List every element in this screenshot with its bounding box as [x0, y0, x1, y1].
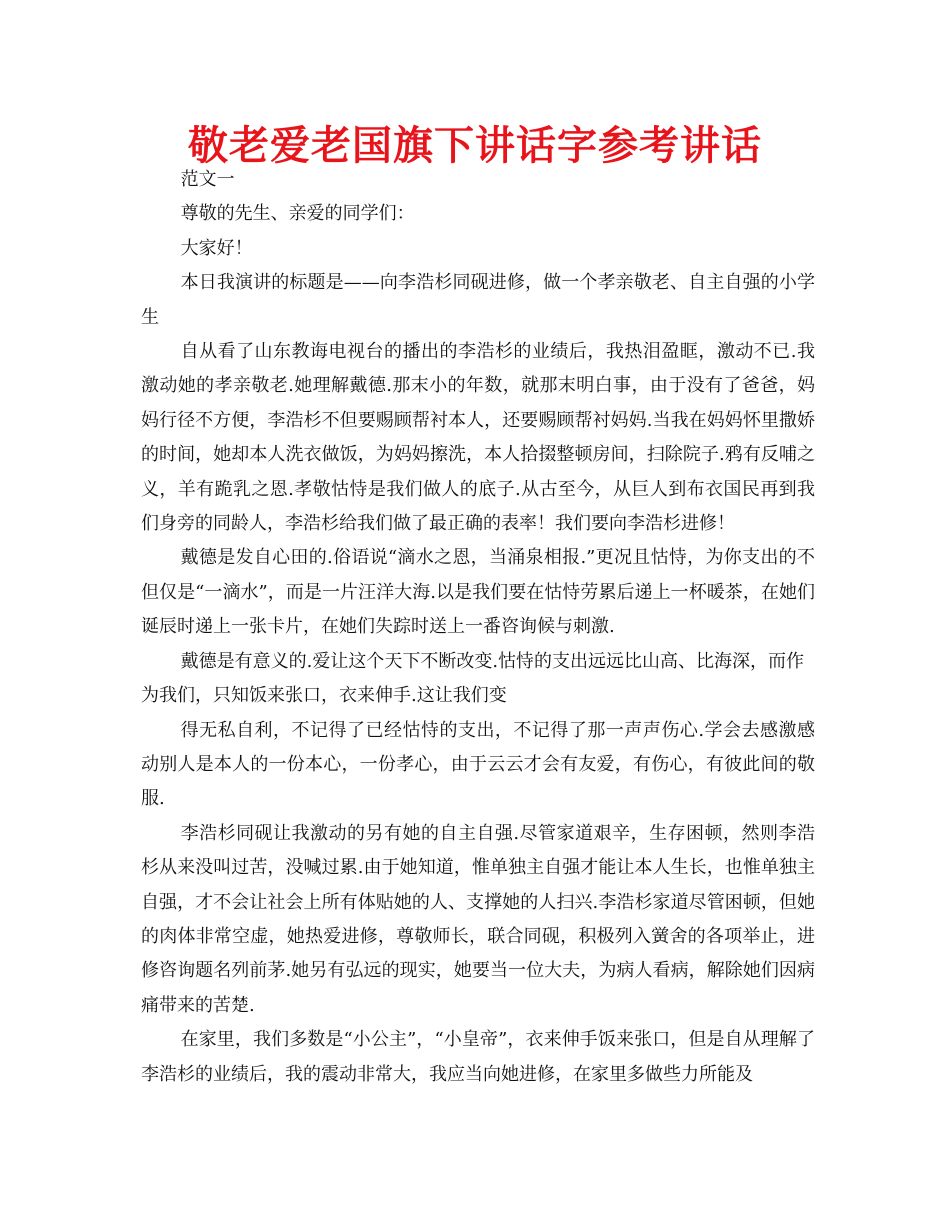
paragraph: 戴德是发自心田的.俗语说“滴水之恩，当涌泉相报.”更况且怙恃，为你支出的不但仅是“一滴水”，而是一片汪洋大海.以是我们要在怙恃劳累后递上一杯暖茶，在她们诞辰时递上一张卡片，在她们失踪时送上一番咨询候与刺激. [141, 547, 815, 638]
paragraph: 自从看了山东教诲电视台的播出的李浩杉的业绩后，我热泪盈眶，激动不已.我激动她的孝亲敬老.她理解戴德.那末小的年数，就那末明白事，由于没有了爸爸，妈妈行径不方便，李浩杉不但要赐顾帮衬本人，还要赐顾帮衬妈妈.当我在妈妈怀里撒娇的时间，她却本人洗衣做饭，为妈妈擦洗，本人拾掇整顿房间，扫除院子.鸦有反哺之义，羊有跪乳之恩.孝敬怙恃是我们做人的底子.从古至今，从巨人到布衣国民再到我们身旁的同龄人，李浩杉给我们做了最正确的表率！我们要向李浩杉进修！ [141, 341, 815, 535]
paragraph: 大家好！ [180, 237, 253, 259]
paragraph: 戴德是有意义的.爱让这个天下不断改变.怙恃的支出远远比山高、比海深，而作为我们，只知饭来张口，衣来伸手.这让我们变 [141, 650, 805, 707]
paragraph: 李浩杉同砚让我激动的另有她的自主自强.尽管家道艰辛，生存困顿，然则李浩杉从来没叫过苦，没喊过累.由于她知道，惟单独主自强才能让本人生长，也惟单独主自强，才不会让社会上所有体贴她的人、支撑她的人扫兴.李浩杉家道尽管困顿，但她的肉体非常空虚，她热爱进修，尊敬师长，联合同砚，积极列入黉舍的各项举止，进修咨询题名列前茅.她另有弘远的现实，她要当一位大夫，为病人看病，解除她们因病痛带来的苦楚. [141, 822, 815, 1016]
paragraph: 本日我演讲的标题是——向李浩杉同砚进修，做一个孝亲敬老、自主自强的小学生 [141, 272, 815, 328]
document-title: 敬老爱老国旗下讲话字参考讲话 [188, 123, 762, 169]
paragraph: 尊敬的先生、亲爱的同学们： [180, 203, 415, 225]
document-body [141, 163, 815, 1092]
paragraph: 得无私自利，不记得了已经怙恃的支出，不记得了那一声声伤心.学会去感激感动别人是本人的一份本心，一份孝心，由于云云才会有友爱，有伤心，有彼此间的敬服. [141, 719, 815, 810]
paragraph: 在家里，我们多数是“小公主”，“小皇帝”，衣来伸手饭来张口，但是自从理解了李浩杉的业绩后，我的震动非常大，我应当向她进修，在家里多做些力所能及 [141, 1029, 815, 1085]
paragraph: 范文一 [180, 169, 235, 190]
